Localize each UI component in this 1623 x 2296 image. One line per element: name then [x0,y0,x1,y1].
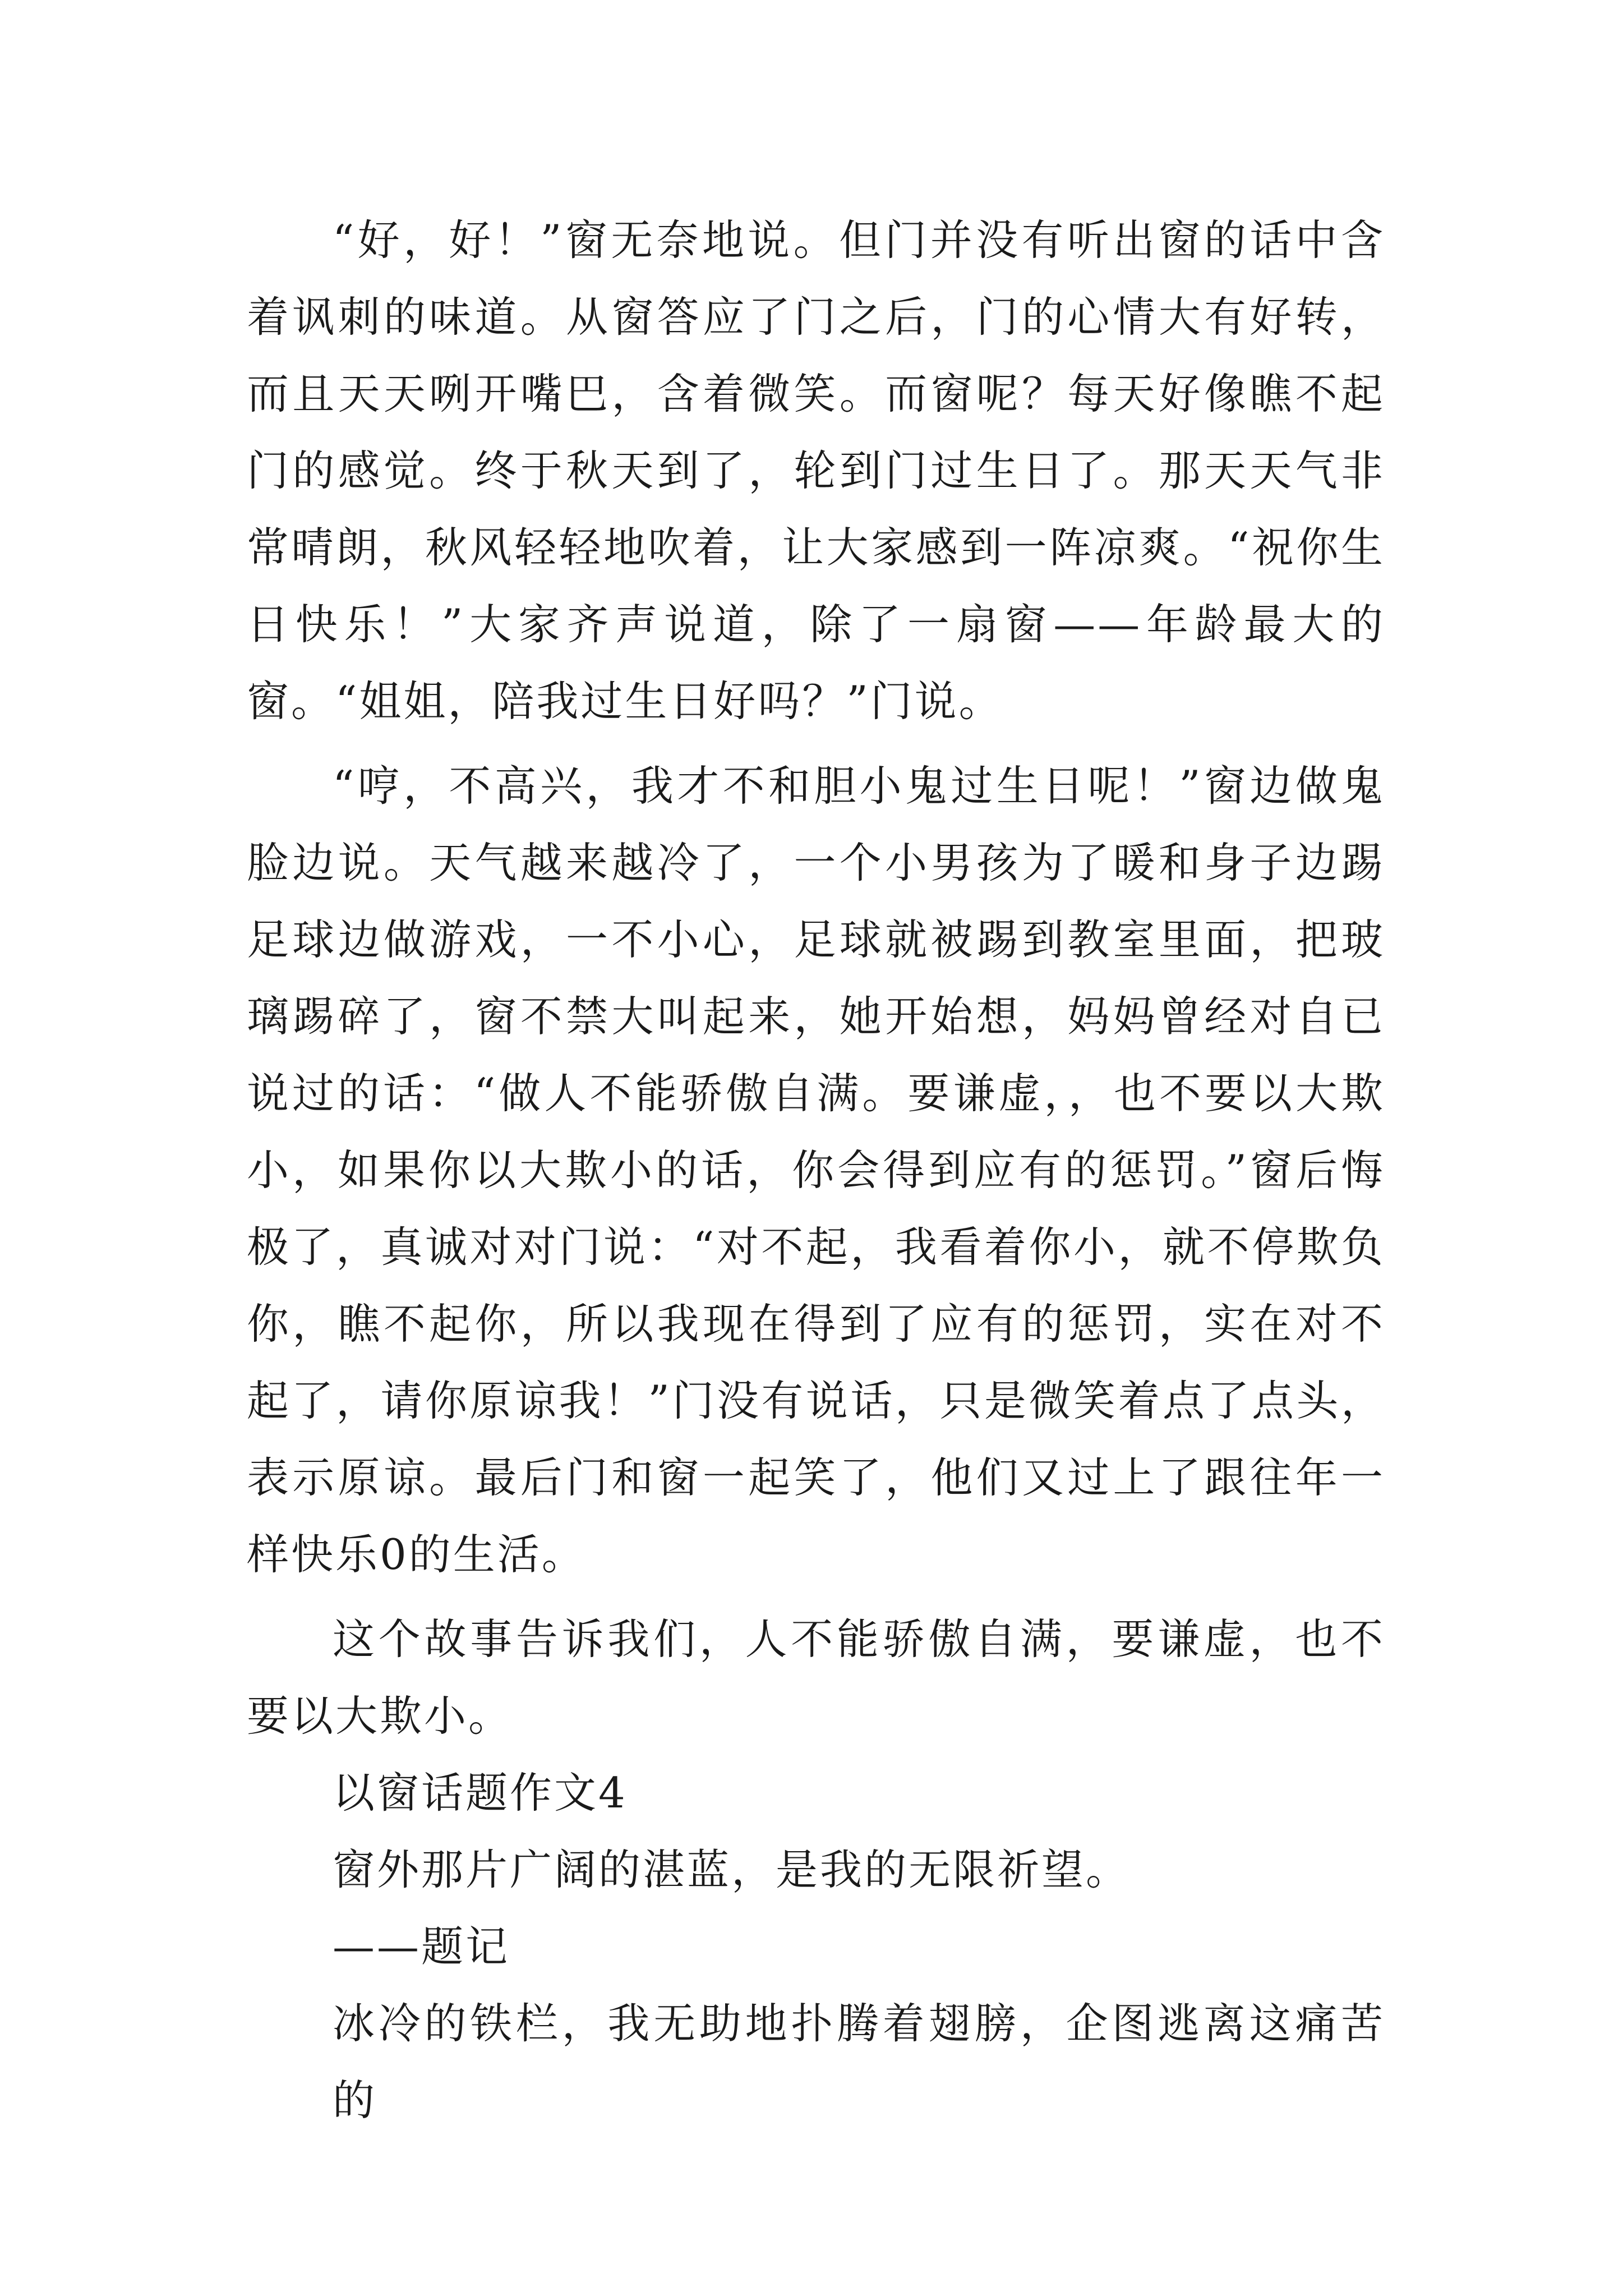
epigraph-attribution: ——题记 [333,1922,510,1971]
document-body [247,202,1385,2139]
paragraph-4: 冰冷的铁栏，我无助地扑腾着翅膀，企图逃离这痛苦的 [333,1999,1385,2125]
epigraph: 窗外那片广阔的湛蓝，是我的无限祈望。 [333,1845,1131,1894]
paragraph-1: “好，好！”窗无奈地说。但门并没有听出窗的话中含着讽刺的味道。从窗答应了门之后，门的心情大有好转，而且天天咧开嘴巴，含着微笑。而窗呢？每天好像瞧不起门的感觉。终于秋天到了，轮到门过生日了。那天天气非常晴朗，秋风轻轻地吹着，让大家感到一阵凉爽。“祝你生日快乐！”大家齐声说道，除了一扇窗——年龄最大的窗。“姐姐，陪我过生日好吗？”门说。 [247,215,1385,726]
section-title: 以窗话题作文4 [333,1768,628,1818]
paragraph-2: “哼，不高兴，我才不和胆小鬼过生日呢！”窗边做鬼脸边说。天气越来越冷了，一个小男孩为了暖和身子边踢足球边做游戏，一不小心，足球就被踢到教室里面，把玻璃踢碎了，窗不禁大叫起来，她开始想，妈妈曾经对自已说过的话：“做人不能骄傲自满。要谦虚，，也不要以大欺小，如果你以大欺小的话，你会得到应有的惩罚。”窗后悔极了，真诚对对门说：“对不起，我看着你小，就不停欺负你，瞧不起你，所以我现在得到了应有的惩罚，实在对不起了，请你原谅我！”门没有说话，只是微笑着点了点头，表示原谅。最后门和窗一起笑了，他们又过上了跟往年一样快乐0的生活。 [247,761,1385,1579]
paragraph-3: 这个故事告诉我们，人不能骄傲自满，要谦虚，也不要以大欺小。 [247,1614,1385,1741]
